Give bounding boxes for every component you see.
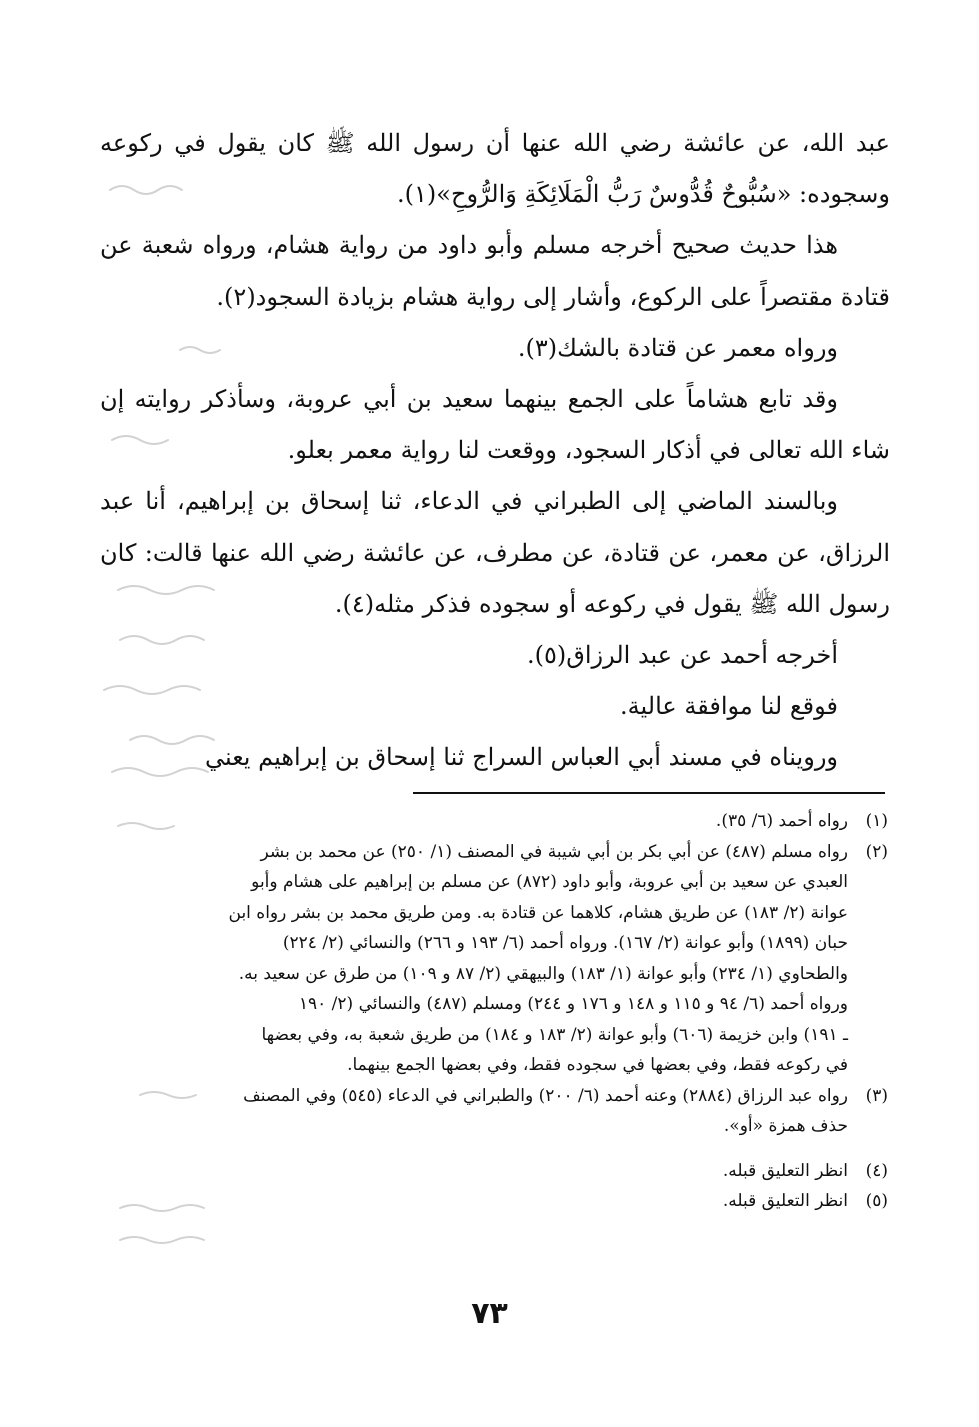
footnote-line: ورواه أحمد (٦/ ٩٤ و ١١٥ و ١٤٨ و ١٧٦ و ٢٤٤) ومسلم (٤٨٧) والنسائي (٢/ ١٩٠: [298, 994, 848, 1014]
footnote-line: والطحاوي (١/ ٢٣٤) وأبو عوانة (١/ ١٨٣) والبيهقي (٢/ ٨٧ و ١٠٩) من طرق عن سعيد به.: [238, 963, 848, 984]
footnote-number: (٥): [865, 1191, 888, 1211]
footnote-line: رواه أحمد (٦/ ٣٥).: [715, 811, 848, 831]
footnote-line: حبان (١٨٩٩) وأبو عوانة (٢/ ١٦٧). ورواه أحمد (٦/ ١٩٣ و ٢٦٦) والنسائي (٢/ ٢٢٤): [282, 933, 848, 953]
footnote-line: في ركوعه فقط، وفي بعضها في سجوده فقط، وفي بعضها الجمع بينهما.: [347, 1055, 848, 1075]
paragraph: ورويناه في مسند أبي العباس السراج ثنا إسحاق بن إبراهيم يعني: [204, 743, 838, 772]
footnote-line: العبدي عن سعيد بن أبي عروبة، وأبو داود (٨٧٢) عن مسلم بن إبراهيم على هشام وأبو: [251, 872, 848, 892]
paragraph: فوقع لنا موافقة عالية.: [620, 692, 838, 721]
footnote-number: (١): [865, 811, 888, 831]
footnote-number: (٢): [865, 841, 888, 862]
footnote-line: حذف همزة «أو».: [723, 1116, 848, 1136]
paragraph: أخرجه أحمد عن عبد الرزاق(٥).: [526, 641, 838, 670]
footnote-line: عوانة (٢/ ١٨٣) عن طريق هشام، كلاهما عن قتادة به. ومن طريق محمد بن بشر رواه ابن: [228, 902, 848, 923]
paragraph: وبالسند الماضي إلى الطبراني في الدعاء، ثنا إسحاق بن إبراهيم، أنا عبد الرزاق، عن معمر، عن قتادة، عن مطرف، عن عائشة رضي الله عنها قالت: كان رسول الله ﷺ يقول في ركوعه أو سجوده فذكر مثله(٤).: [100, 487, 891, 618]
footnote-line: رواه عبد الرزاق (٢٨٨٤) وعنه أحمد (٦/ ٢٠٠) والطبراني في الدعاء (٥٤٥) وفي المصنف: [243, 1085, 848, 1106]
footnote-line: رواه مسلم (٤٨٧) عن أبي بكر بن أبي شيبة في المصنف (١/ ٢٥٠) عن محمد بن بشر: [260, 841, 848, 862]
footnote-line: انظر التعليق قبله.: [722, 1160, 848, 1181]
paragraph: هذا حديث صحيح أخرجه مسلم وأبو داود من رواية هشام، ورواه شعبة عن قتادة مقتصراً على الركوع، وأشار إلى رواية هشام بزيادة السجود(٢).: [100, 231, 890, 311]
footnote-line: انظر التعليق قبله.: [722, 1191, 848, 1211]
paragraph: وقد تابع هشاماً على الجمع بينهما سعيد بن أبي عروبة، وسأذكر روايته إن شاء الله تعالى في أذكار السجود، ووقعت لنا رواية معمر بعلو.: [100, 385, 890, 465]
footnote-line: ـ ١٩١) وابن خزيمة (٦٠٦) وأبو عوانة (٢/ ١٨٣ و ١٨٤) من طريق شعبة به، وفي بعضها: [261, 1024, 848, 1045]
paragraph: ورواه معمر عن قتادة بالشك(٣).: [517, 333, 838, 362]
footnote-number: (٣): [865, 1085, 888, 1106]
page-number: ٧٣: [471, 1296, 508, 1331]
paragraph: عبد الله، عن عائشة رضي الله عنها أن رسول الله ﷺ كان يقول في ركوعه وسجوده: «سُبُّوحٌ قُدُّوسٌ رَبُّ الْمَلَائِكَةِ وَالرُّوحِ»(١).: [100, 129, 890, 209]
footnote-number: (٤): [865, 1160, 888, 1181]
